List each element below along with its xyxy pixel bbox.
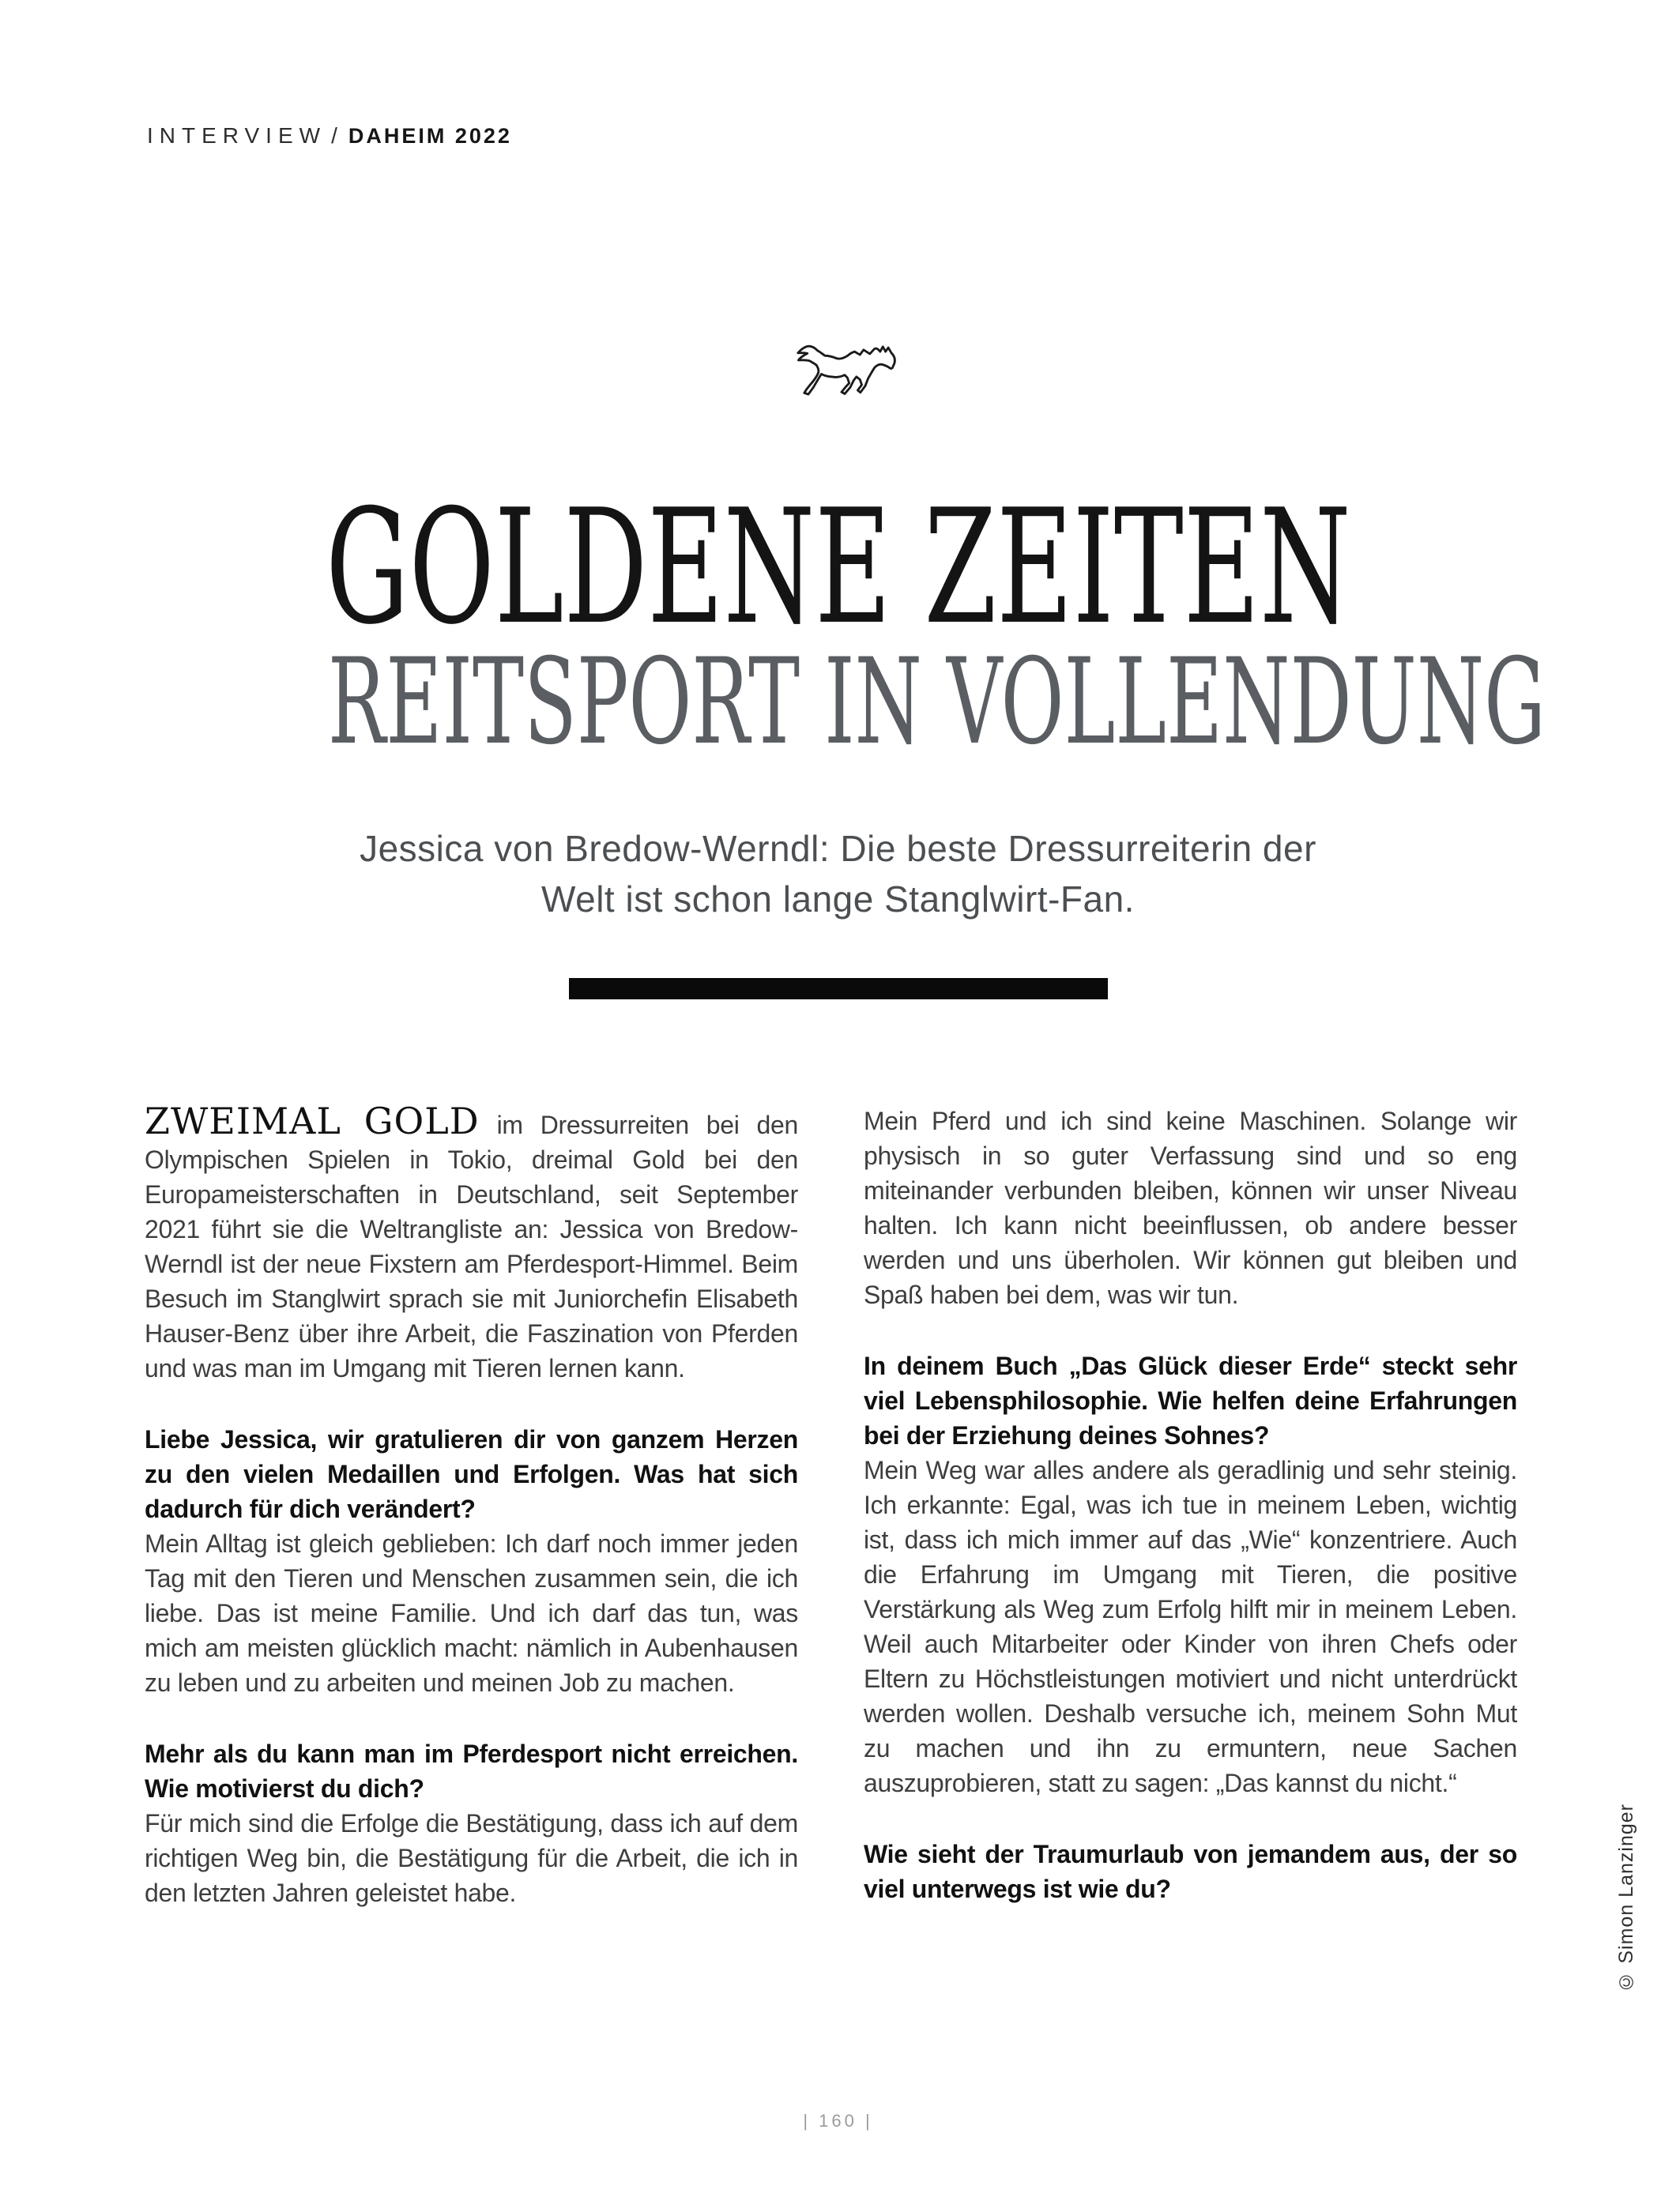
interview-answer: Mein Alltag ist gleich geblieben: Ich darf noch immer jeden Tag mit den Tieren und Menschen zusammen sein, die ich liebe. Das ist meine Familie. Und ich darf das tun, was mich am meisten glücklich macht: nämlich in Aubenhausen zu leben und zu arbeiten und meinen Job zu machen.	[145, 1529, 798, 1697]
photo-credit: © Simon Lanzinger	[1615, 1804, 1637, 1993]
interview-answer: Mein Pferd und ich sind keine Maschinen. Solange wir physisch in so guter Verfassung sind und so eng miteinander verbunden bleiben, können wir unser Niveau halten. Ich kann nicht beeinflussen, ob andere besser werden und uns überholen. Wir können gut bleiben und Spaß haben bei dem, was wir tun.	[864, 1107, 1517, 1309]
lead-paragraph	[145, 1100, 798, 1386]
horse-icon	[0, 325, 1676, 414]
interview-answer: Mein Weg war alles andere als geradlinig und sehr steinig. Ich erkannte: Egal, was ich tue in meinem Leben, wichtig ist, dass ich mich immer auf das „Wie“ konzentriere. Auch die Erfahrung im Umgang mit Tieren, die positive Verstärkung als Weg zum Erfolg hilft mir in meinem Leben. Weil auch Mitarbeiter oder Kinder von ihren Chefs oder Eltern zu Höchstleistungen motiviert und nicht unterdrückt werden wollen. Deshalb versuche ich, meinem Sohn Mut zu machen und ihn zu ermuntern, neue Sachen auszuprobieren, statt zu sagen: „Das kannst du nicht.“	[864, 1456, 1517, 1797]
interview-answer: Für mich sind die Erfolge die Bestätigung, dass ich auf dem richtigen Weg bin, die Bestätigung für die Arbeit, die ich in den letzten Jahren geleistet habe.	[145, 1809, 798, 1907]
lead-in-caps: ZWEIMAL GOLD	[145, 1100, 480, 1142]
kicker-issue: DAHEIM 2022	[348, 124, 512, 148]
interview-question: Mehr als du kann man im Pferdesport nicht erreichen. Wie motivierst du dich?	[145, 1740, 798, 1803]
kicker-section: INTERVIEW	[147, 123, 327, 148]
article-column-right	[864, 1104, 1517, 1910]
page-subtitle	[0, 634, 1676, 771]
deck-text: Jessica von Bredow-Werndl: Die beste Dressurreiterin der Welt ist schon lange Stanglwirt-Fan.	[360, 828, 1316, 920]
page-title-text: GOLDENE ZEITEN	[325, 476, 1351, 660]
page-number: | 160 |	[803, 2111, 873, 2131]
kicker-separator: /	[331, 123, 337, 148]
interview-question: In deinem Buch „Das Glück dieser Erde“ steckt sehr viel Lebensphilosophie. Wie helfen deine Erfahrungen bei der Erziehung deines Sohnes?	[864, 1352, 1517, 1450]
interview-question: Liebe Jessica, wir gratulieren dir von ganzem Herzen zu den vielen Medaillen und Erfolgen. Was hat sich dadurch für dich verändert?	[145, 1425, 798, 1523]
interview-question: Wie sieht der Traumurlaub von jemandem aus, der so viel unterwegs ist wie du?	[864, 1840, 1517, 1903]
divider-bar	[569, 978, 1108, 999]
lead-paragraph-text: im Dressurreiten bei den Olympischen Spielen in Tokio, dreimal Gold bei den Europameisterschaften in Deutschland, seit September 2021 führt sie die Weltrangliste an: Jessica von Bredow-Werndl ist der neue Fixstern am Pferdesport-Himmel. Beim Besuch im Stanglwirt sprach sie mit Juniorchefin Elisabeth Hauser-Benz über ihre Arbeit, die Faszination von Pferden und was man im Umgang mit Tieren lernen kann.	[145, 1111, 798, 1382]
kicker	[0, 0, 1676, 149]
article-column-left	[145, 1100, 798, 1910]
page-subtitle-text: REITSPORT IN VOLLENDUNG	[327, 634, 1546, 771]
article-body	[145, 1100, 1517, 1910]
page-title	[0, 476, 1676, 660]
